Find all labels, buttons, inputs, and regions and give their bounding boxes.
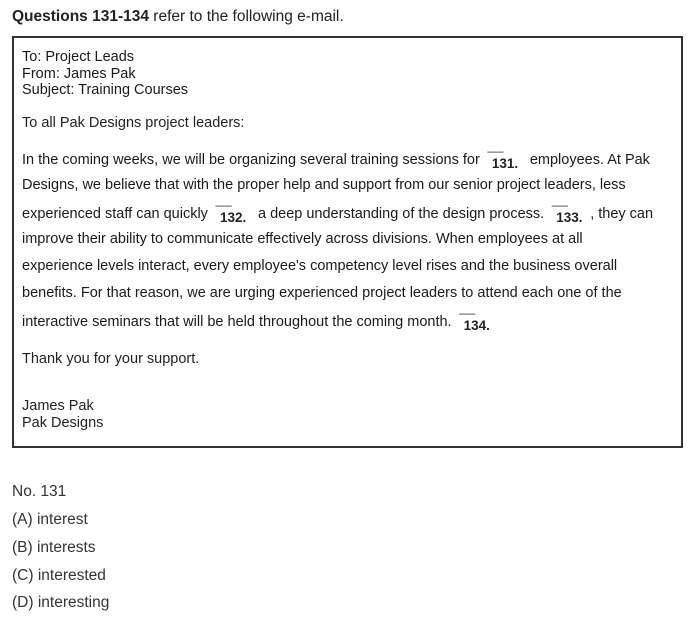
email-body-line: Designs, we believe that with the proper help and support from our senior project leaders, less xyxy=(22,177,626,193)
blank-dashes: ------- xyxy=(214,201,232,212)
option-a[interactable]: (A) interest xyxy=(12,511,88,528)
option-d[interactable]: (D) interesting xyxy=(12,594,110,612)
email-from: From: James Pak xyxy=(22,65,136,82)
email-body-line xyxy=(22,201,654,225)
email-to: To: Project Leads xyxy=(22,49,135,65)
blank-dashes: ------- xyxy=(458,309,475,320)
signature-company: Pak Designs xyxy=(22,414,104,431)
blank-number: 134. xyxy=(463,318,490,333)
blank-dashes: ------- xyxy=(486,147,504,158)
line-text: In the coming weeks, we will be organizing several training sessions for xyxy=(22,152,484,168)
blank-132[interactable] xyxy=(214,201,251,225)
option-b[interactable]: (B) interests xyxy=(12,538,96,556)
line-text: interactive seminars that will be held throughout the coming month. xyxy=(22,314,456,330)
answer-options xyxy=(12,511,109,622)
blank-number: 131. xyxy=(491,156,519,171)
email-signature xyxy=(22,398,103,431)
question-number: No. 131 xyxy=(12,483,67,500)
email-body-line xyxy=(22,147,650,171)
email-greeting: To all Pak Designs project leaders: xyxy=(22,115,245,131)
email-header xyxy=(22,49,673,99)
email-body-line xyxy=(22,309,498,333)
line-text: employees. At Pak xyxy=(525,152,650,168)
email-subject: Subject: Training Courses xyxy=(22,82,189,98)
blank-number: 132. xyxy=(219,210,247,225)
email-body-line: benefits. For that reason, we are urging experienced project leaders to attend each one of the xyxy=(22,285,622,301)
line-text: experienced staff can quickly xyxy=(22,206,212,222)
blank-number: 133. xyxy=(556,210,583,225)
questions-heading xyxy=(12,8,344,26)
blank-134[interactable] xyxy=(458,309,495,333)
signature-name: James Pak xyxy=(22,398,94,414)
blank-133[interactable] xyxy=(551,201,587,225)
email-body-line: experience levels interact, every employee's competency level rises and the business overall xyxy=(22,258,618,274)
line-text: , they can xyxy=(590,206,654,222)
blank-dashes: ------- xyxy=(551,201,568,212)
email-closing: Thank you for your support. xyxy=(22,351,200,367)
email-body-line: improve their ability to communicate effectively across divisions. When employees at all xyxy=(22,231,583,247)
blank-131[interactable] xyxy=(486,147,523,171)
option-c[interactable]: (C) interested xyxy=(12,566,106,584)
email-passage xyxy=(12,36,683,448)
line-text: a deep understanding of the design process. xyxy=(253,206,549,222)
questions-range: Questions 131-134 xyxy=(12,8,149,25)
questions-instruction: refer to the following e-mail. xyxy=(148,8,344,25)
